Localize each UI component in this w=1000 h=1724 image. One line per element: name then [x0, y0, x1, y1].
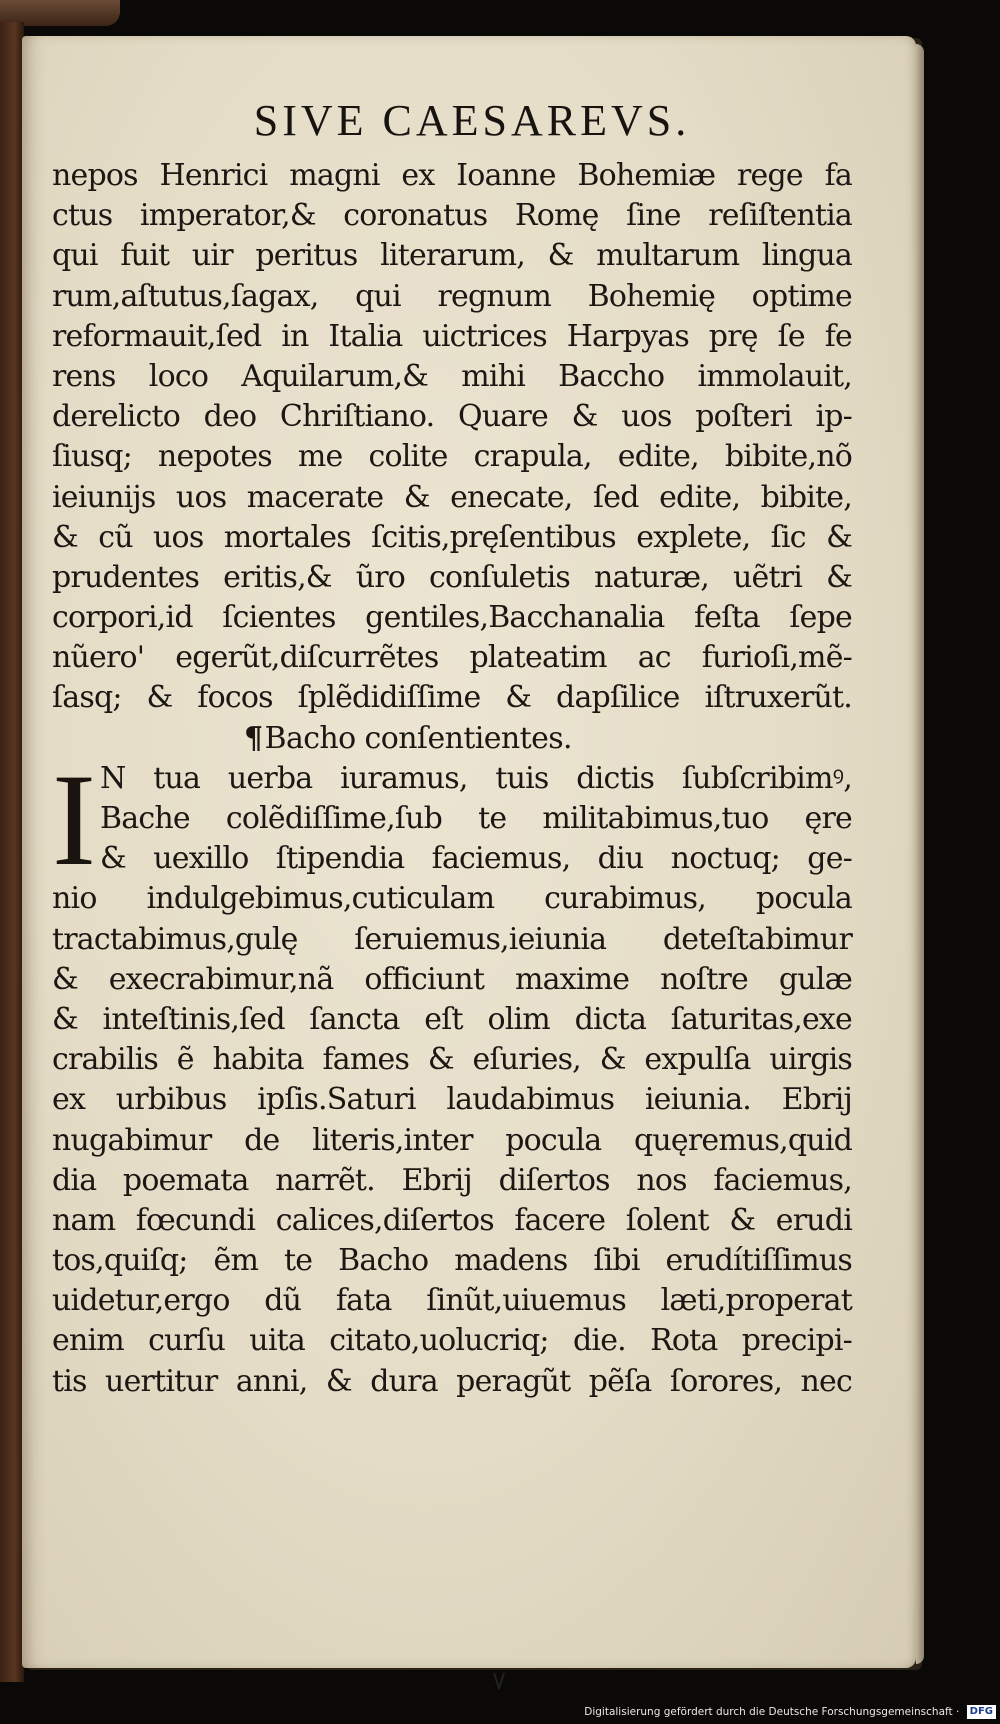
text-line: & inteſtinis,ſed ſancta eſt olim dicta ſaturitas,exe [52, 1001, 852, 1037]
text-line: rens loco Aquilarum,& mihi Baccho immolauit, [52, 358, 852, 394]
paragraph-2-dropcap-lines [52, 745, 852, 893]
text-line: & uexillo ſtipendia faciemus, diu noctuq; ge- [100, 841, 852, 877]
text-line: tis uertitur anni, & dura peragũt pẽſa ſorores, nec [52, 1363, 852, 1399]
section-heading [52, 719, 852, 759]
text-line: ſasq; & focos ſplẽdidiſſime & dapſilice iſtruxerũt. [52, 680, 852, 716]
running-head: SIVE CAESAREVS. [253, 96, 691, 145]
text-line: nam fœcundi calices,diſertos facere ſolent & erudi [52, 1202, 852, 1238]
drop-capital: I [52, 745, 96, 893]
text-line: N tua uerba iuramus, tuis dictis ſubſcribimꝰ, [100, 760, 852, 796]
paragraph-2-lines [52, 879, 852, 1401]
text-line: Bache colẽdiſſime,ſub te militabimus,tuo ęre [100, 801, 852, 836]
text-line: ctus imperator,& coronatus Romę ſine reſiſtentia [52, 198, 852, 234]
paragraph-2 [52, 745, 852, 1402]
book-spine-edge [0, 22, 24, 1682]
text-line: rum,aſtutus,ſagax, qui regnum Bohemię optime [52, 278, 852, 314]
text-line: nepos Henrici magni ex Ioanne Bohemiæ rege fa [52, 158, 852, 193]
text-line: crabilis ẽ habita fames & eſuries, & expulſa uirgis [52, 1042, 852, 1078]
text-line: derelicto deo Chriſtiano. Quare & uos poſteri ip- [52, 399, 852, 435]
text-line: uidetur,ergo dũ fata ſinũt,uiuemus læti,properat [52, 1283, 852, 1319]
digitization-credit: Digitalisierung gefördert durch die Deutsche Forschungsgemeinschaft · DFG [560, 1703, 996, 1721]
text-line: nio indulgebimus,cuticulam curabimus, pocula [52, 881, 852, 917]
text-line: reformauit,ſed in Italia uictrices Harpyas prę ſe fe [52, 318, 852, 354]
text-line: qui fuit uir peritus literarum, & multarum lingua [52, 238, 852, 274]
digitization-credit-text: Digitalisierung gefördert durch die Deutsche Forschungsgemeinschaft [584, 1706, 953, 1718]
text-line: & cũ uos mortales ſcitis,pręſentibus explete, ſic & [52, 519, 852, 555]
text-line: nũero' egerũt,diſcurrẽtes plateatim ac furioſi,mẽ- [52, 640, 852, 676]
paragraph-1 [52, 156, 852, 719]
pilcrow-mark: ¶ [244, 720, 263, 756]
text-line: ex urbibus ipſis.Saturi laudabimus ieiunia. Ebrij [52, 1082, 852, 1118]
text-line: enim curſu uita citato,uolucriq; die. Rota precipi- [52, 1323, 852, 1359]
bookmark-mark-icon [493, 1672, 505, 1690]
section-heading-text: Bacho conſentientes. [264, 720, 572, 756]
text-line: ieiunijs uos macerate & enecate, ſed edite, bibite, [52, 479, 852, 515]
text-line: nugabimur de literis,inter pocula quęremus,quid [52, 1122, 852, 1158]
dfg-logo: DFG [967, 1705, 996, 1719]
page-text-block [52, 96, 852, 1402]
text-line: corpori,id ſcientes gentiles,Bacchanalia feſta ſepe [52, 600, 852, 636]
text-line: tractabimus,gulę ſeruiemus,ieiunia deteſtabimur [52, 921, 852, 957]
page-fore-edge [916, 44, 924, 1664]
text-line: tos,quiſq; ẽm te Bacho madens ſibi erudítiſſimus [52, 1243, 852, 1279]
text-line: prudentes eritis,& ũro conſuletis naturæ, uẽtri & [52, 559, 852, 595]
text-line: dia poemata narrẽt. Ebrij diſertos nos faciemus, [52, 1162, 852, 1198]
text-line: & execrabimur,nã officiunt maxime noſtre gulæ [52, 961, 852, 997]
text-line: ſiusq; nepotes me colite crapula, edite, bibite,nõ [52, 439, 852, 475]
